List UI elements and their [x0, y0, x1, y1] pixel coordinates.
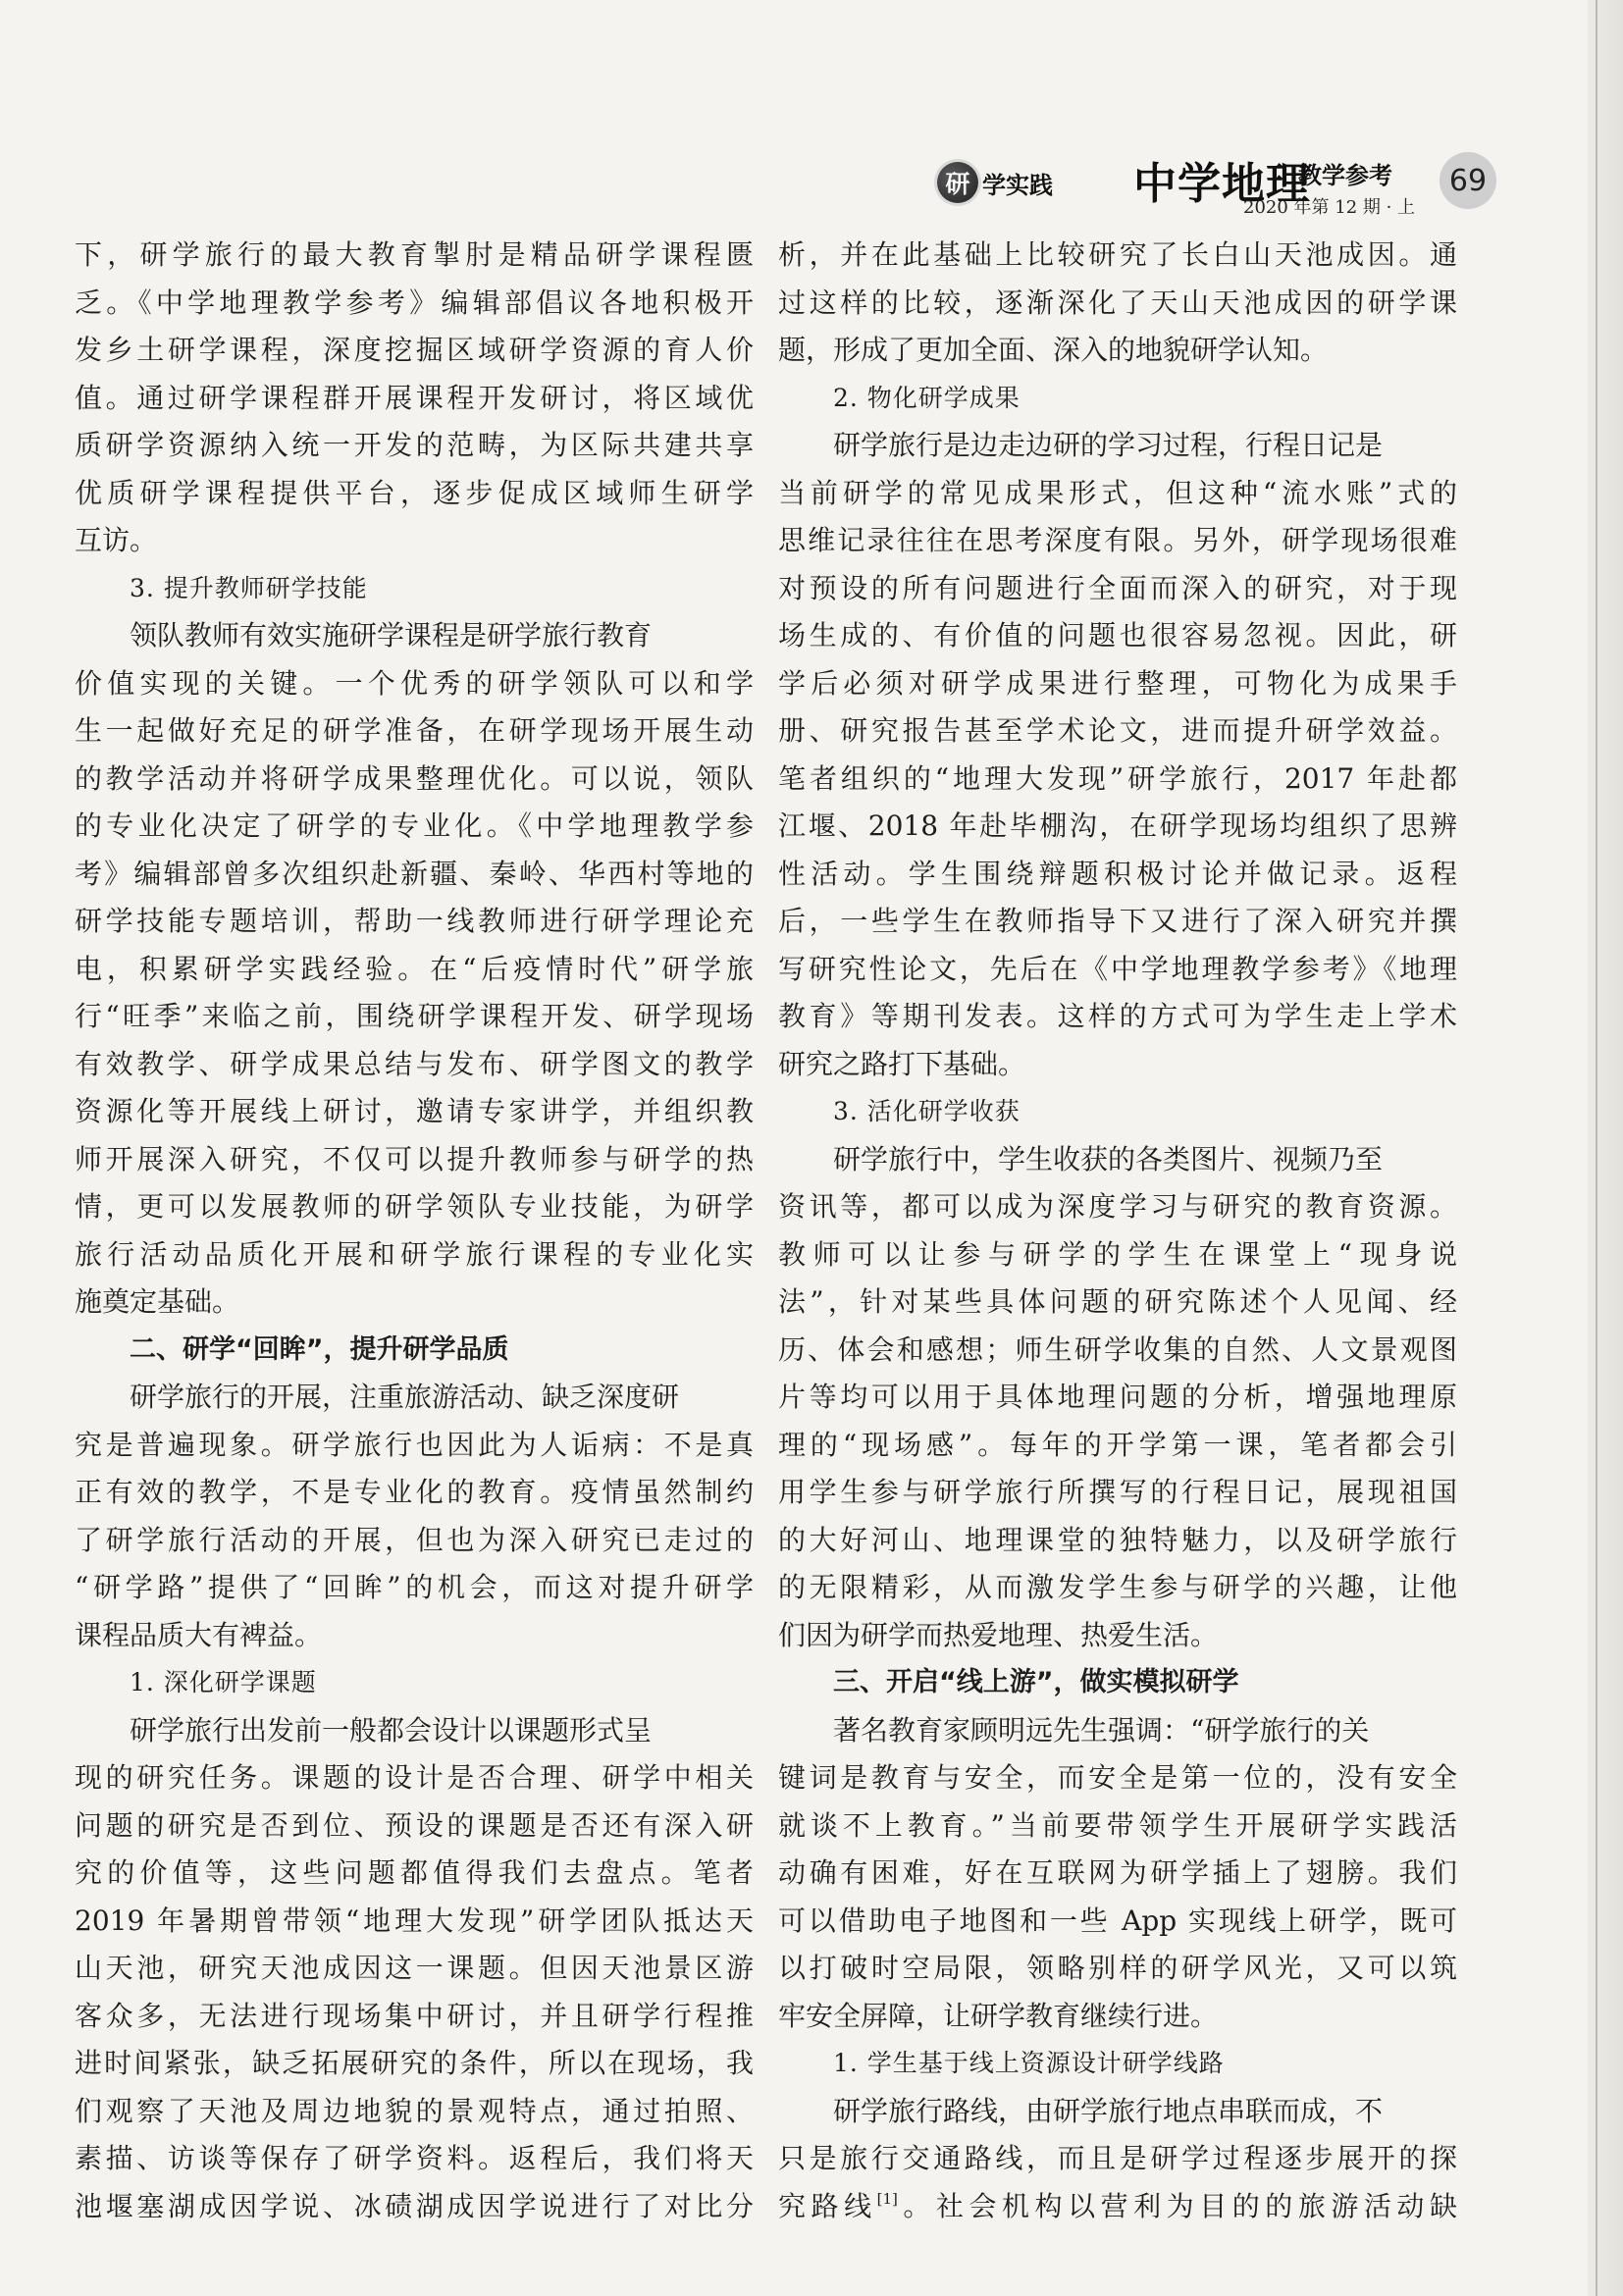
text-line: [75, 946, 754, 994]
text-line: [778, 707, 1457, 756]
line-text: 山天池，研究天池成因这一课题。但因天池景区游: [75, 1952, 754, 1984]
text-line: [75, 1469, 754, 1517]
line-text: 施奠定基础。: [75, 1285, 240, 1318]
line-text: 二、研学“回眸”，提升研学品质: [130, 1333, 509, 1365]
text-line: [778, 565, 1457, 613]
line-text: 质研学资源纳入统一开发的范畴，为区际共建共享: [75, 429, 754, 461]
subsection-heading: [778, 1088, 1457, 1136]
line-text: 电，积累研学实践经验。在“后疫情时代”研学旅: [75, 952, 754, 985]
line-text: 可以借助电子地图和一些 App 实现线上研学，既可: [778, 1904, 1457, 1937]
text-line: [75, 756, 754, 804]
text-line: [75, 2088, 754, 2136]
text-line: [778, 1945, 1457, 1993]
line-text: 析，并在此基础上比较研究了长白山天池成因。通: [778, 238, 1457, 271]
line-text: 研究之路打下基础。: [778, 1047, 1026, 1080]
line-text: 后，一些学生在教师指导下又进行了深入研究并撰: [778, 905, 1457, 937]
page-number: 69: [1440, 152, 1496, 209]
line-text: 只是旅行交通路线，而且是研学过程逐步展开的探: [778, 2142, 1457, 2174]
line-text: 资讯等，都可以成为深度学习与研究的教育资源。: [778, 1190, 1457, 1223]
section-badge: [937, 162, 1053, 203]
text-line: [75, 1802, 754, 1851]
line-text: 情，更可以发展教师的研学领队专业技能，为研学: [75, 1190, 754, 1223]
line-text: 过这样的比较，逐渐深化了天山天池成因的研学课: [778, 286, 1457, 319]
line-text: 册、研究报告甚至学术论文，进而提升研学效益。: [778, 714, 1457, 747]
line-text: 价值实现的关键。一个优秀的研学领队可以和学: [75, 666, 754, 700]
text-line: [75, 803, 754, 851]
line-text: 研学技能专题培训，帮助一线教师进行研学理论充: [75, 905, 754, 937]
line-text: 的专业化决定了研学的专业化。《中学地理教学参: [75, 809, 754, 842]
text-line: [75, 375, 754, 423]
line-text: 的大好河山、地理课堂的独特魅力，以及研学旅行: [778, 1523, 1457, 1556]
text-line: [75, 1945, 754, 1993]
line-text: 素描、访谈等保存了研学资料。返程后，我们将天: [75, 2142, 754, 2174]
paragraph-first-line: [778, 2088, 1457, 2136]
text-line: [778, 1469, 1457, 1517]
text-line: [778, 1278, 1457, 1327]
paragraph-first-line: [778, 422, 1457, 470]
text-line: [75, 470, 754, 518]
line-text: 著名教育家顾明远先生强调：“研学旅行的关: [833, 1713, 1370, 1747]
text-line: [75, 1564, 754, 1612]
line-text: 1. 学生基于线上资源设计研学线路: [833, 2049, 1225, 2077]
section-badge-icon: 研: [937, 162, 978, 203]
text-line: [75, 1850, 754, 1898]
text-line: [778, 1041, 1457, 1089]
line-text: 生一起做好充足的研学准备，在研学现场开展生动: [75, 714, 754, 747]
line-text: 研学旅行是边走边研的学习过程，行程日记是: [833, 429, 1384, 461]
text-line: [778, 2183, 1457, 2231]
text-line: [778, 280, 1457, 328]
line-text: 江堰、2018 年赴毕棚沟，在研学现场均组织了思辨: [778, 809, 1457, 842]
line-text: 发乡土研学课程，深度挖掘区域研学资源的育人价: [75, 334, 754, 366]
line-text: 3. 提升教师研学技能: [130, 573, 368, 602]
text-line: [778, 1327, 1457, 1375]
section-heading: [778, 1659, 1457, 1707]
text-line: [75, 851, 754, 899]
line-text: 对预设的所有问题进行全面而深入的研究，对于现: [778, 571, 1457, 604]
subsection-heading: [75, 1659, 754, 1707]
line-text: 的无限精彩，从而激发学生参与研学的兴趣，让他: [778, 1571, 1457, 1603]
journal-logo: 中学地理: [1133, 159, 1310, 209]
line-text: 学后必须对研学成果进行整理，可物化为成果手: [778, 666, 1457, 700]
paragraph-first-line: [778, 1707, 1457, 1755]
line-text: 2019 年暑期曾带领“地理大发现”研学团队抵达天: [75, 1904, 754, 1937]
text-line: [75, 327, 754, 375]
journal-subtitle: 教学参考: [1298, 162, 1392, 189]
text-line: [778, 470, 1457, 518]
line-text: 用学生参与研学旅行所撰写的行程日记，展现祖国: [778, 1476, 1457, 1508]
text-line: [778, 993, 1457, 1041]
line-text: 三、开启“线上游”，做实模拟研学: [833, 1667, 1239, 1697]
text-line: [75, 1278, 754, 1327]
text-line: [778, 1564, 1457, 1612]
text-line: [75, 517, 754, 565]
text-line: [778, 517, 1457, 565]
line-text: 行“旺季”来临之前，围绕研学课程开发、研学现场: [75, 1000, 754, 1032]
line-text: 师开展深入研究，不仅可以提升教师参与研学的热: [75, 1142, 754, 1175]
text-line: [75, 1136, 754, 1184]
line-text: 笔者组织的“地理大发现”研学旅行，2017 年赴都: [778, 761, 1457, 795]
text-line: [778, 2135, 1457, 2183]
line-text: 值。通过研学课程群开展课程开发研讨，将区域优: [75, 381, 754, 414]
text-line: [778, 1993, 1457, 2041]
text-line: [778, 803, 1457, 851]
line-text: 就谈不上教育。”当前要带领学生开展研学实践活: [778, 1808, 1457, 1842]
line-text: 乏。《中学地理教学参考》编辑部倡议各地积极开: [75, 286, 754, 319]
text-line: [75, 1993, 754, 2041]
text-line: [778, 232, 1457, 280]
line-text: 3. 活化研学收获: [833, 1097, 1021, 1125]
line-text: 教师可以让参与研学的学生在课堂上“现身说: [778, 1237, 1457, 1271]
line-text: 1. 深化研学课题: [130, 1668, 317, 1696]
text-line: [778, 1517, 1457, 1565]
text-line: [75, 898, 754, 946]
line-text: 牢安全屏障，让研学教育继续行进。: [778, 1999, 1219, 2032]
text-line: [778, 660, 1457, 708]
line-text: 教育》等期刊发表。这样的方式可为学生走上学术: [778, 1000, 1457, 1032]
text-line: [778, 1183, 1457, 1231]
line-text: 课程品质大有裨益。: [75, 1618, 323, 1651]
line-text: 了研学旅行活动的开展，但也为深入研究已走过的: [75, 1523, 754, 1556]
line-text: 问题的研究是否到位、预设的课题是否还有深入研: [75, 1808, 754, 1842]
line-text: 优质研学课程提供平台，逐步促成区域师生研学: [75, 476, 754, 509]
line-text: 进时间紧张，缺乏拓展研究的条件，所以在现场，我: [75, 2047, 754, 2079]
line-text: 动确有困难，好在互联网为研学插上了翅膀。我们: [778, 1856, 1457, 1889]
line-text: 研学旅行路线，由研学旅行地点串联而成，不: [833, 2094, 1384, 2127]
text-line: [778, 1612, 1457, 1660]
scan-page-edge: [1588, 0, 1623, 2296]
line-text: 写研究性论文，先后在《中学地理教学参考》《地理: [778, 952, 1457, 985]
text-line: [75, 1231, 754, 1279]
line-text: 究路线[1]。社会机构以营利为目的的旅游活动缺: [778, 2189, 1457, 2222]
line-text: 们观察了天池及周边地貌的景观特点，通过拍照、: [75, 2094, 754, 2127]
text-line: [75, 993, 754, 1041]
text-line: [75, 1183, 754, 1231]
line-text: 正有效的教学，不是专业化的教育。疫情虽然制约: [75, 1476, 754, 1508]
subsection-heading: [778, 375, 1457, 423]
text-line: [75, 2183, 754, 2231]
text-line: [75, 422, 754, 470]
text-line: [75, 660, 754, 708]
text-line: [75, 1041, 754, 1089]
text-line: [75, 2040, 754, 2088]
paragraph-first-line: [75, 1707, 754, 1755]
line-text: 资源化等开展线上研讨，邀请专家讲学，并组织教: [75, 1095, 754, 1127]
line-text: 2. 物化研学成果: [833, 383, 1021, 412]
left-column: [75, 232, 754, 2230]
subsection-heading: [778, 2040, 1457, 2088]
text-line: [75, 1517, 754, 1565]
line-text: 键词是教育与安全，而安全是第一位的，没有安全: [778, 1761, 1457, 1794]
line-text: “研学路”提供了“回眸”的机会，而这对提升研学: [75, 1571, 754, 1603]
line-text: 研学旅行中，学生收获的各类图片、视频乃至: [833, 1142, 1384, 1175]
text-line: [778, 756, 1457, 804]
right-column: [778, 232, 1457, 2230]
text-line: [75, 280, 754, 328]
paragraph-first-line: [75, 612, 754, 660]
line-text: 性活动。学生围绕辩题积极讨论并做记录。返程: [778, 857, 1457, 890]
text-line: [778, 1802, 1457, 1851]
text-line: [778, 1850, 1457, 1898]
line-text: 以打破时空局限，领略别样的研学风光，又可以筑: [778, 1952, 1457, 1984]
line-text: 下，研学旅行的最大教育掣肘是精品研学课程匮: [75, 238, 754, 271]
text-line: [778, 327, 1457, 375]
section-heading: [75, 1327, 754, 1375]
line-text: 片等均可以用于具体地理问题的分析，增强地理原: [778, 1381, 1457, 1413]
text-line: [778, 1231, 1457, 1279]
text-line: [778, 1898, 1457, 1946]
journal-issue: 2020 年第 12 期 · 上: [1243, 197, 1416, 218]
line-text: 互访。: [75, 524, 158, 556]
line-text: 现的研究任务。课题的设计是否合理、研学中相关: [75, 1761, 754, 1794]
text-line: [778, 851, 1457, 899]
line-text: 题，形成了更加全面、深入的地貌研学认知。: [778, 334, 1329, 366]
line-text: 客众多，无法进行现场集中研讨，并且研学行程推: [75, 1999, 754, 2032]
line-text: 们因为研学而热爱地理、热爱生活。: [778, 1618, 1219, 1651]
line-text: 当前研学的常见成果形式，但这种“流水账”式的: [778, 476, 1457, 509]
text-line: [75, 707, 754, 756]
paragraph-first-line: [75, 1374, 754, 1422]
text-line: [778, 1374, 1457, 1422]
line-text: 场生成的、有价值的问题也很容易忽视。因此，研: [778, 619, 1457, 652]
line-text: 考》编辑部曾多次组织赴新疆、秦岭、华西村等地的: [75, 857, 754, 890]
page-header: [937, 142, 1487, 221]
text-line: [75, 1898, 754, 1946]
line-text: 法”，针对某些具体问题的研究陈述个人见闻、经: [778, 1285, 1457, 1318]
line-text: 历、体会和感想；师生研学收集的自然、人文景观图: [778, 1332, 1457, 1366]
subsection-heading: [75, 565, 754, 613]
text-line: [75, 1088, 754, 1136]
paragraph-first-line: [778, 1136, 1457, 1184]
text-line: [778, 612, 1457, 660]
line-text: 理的“现场感”。每年的开学第一课，笔者都会引: [778, 1428, 1457, 1461]
line-text: 领队教师有效实施研学课程是研学旅行教育: [130, 619, 653, 652]
text-line: [778, 1754, 1457, 1802]
text-line: [75, 232, 754, 280]
line-text: 研学旅行出发前一般都会设计以课题形式呈: [130, 1713, 653, 1747]
line-text: 池堰塞湖成因学说、冰碛湖成因学说进行了对比分: [75, 2189, 754, 2222]
line-text: 旅行活动品质化开展和研学旅行课程的专业化实: [75, 1237, 754, 1271]
section-label: 学实践: [982, 171, 1053, 199]
text-line: [778, 898, 1457, 946]
text-line: [75, 1612, 754, 1660]
line-text: 的教学活动并将研学成果整理优化。可以说，领队: [75, 761, 754, 795]
line-text: 究是普遍现象。研学旅行也因此为人诟病：不是真: [75, 1428, 754, 1461]
text-line: [778, 946, 1457, 994]
text-line: [75, 1754, 754, 1802]
text-line: [75, 1422, 754, 1470]
text-line: [778, 1422, 1457, 1470]
line-text: 思维记录往往在思考深度有限。另外，研学现场很难: [778, 524, 1457, 556]
line-text: 研学旅行的开展，注重旅游活动、缺乏深度研: [130, 1381, 680, 1413]
text-line: [75, 2135, 754, 2183]
line-text: 究的价值等，这些问题都值得我们去盘点。笔者: [75, 1856, 754, 1889]
line-text: 有效教学、研学成果总结与发布、研学图文的教学: [75, 1047, 754, 1080]
